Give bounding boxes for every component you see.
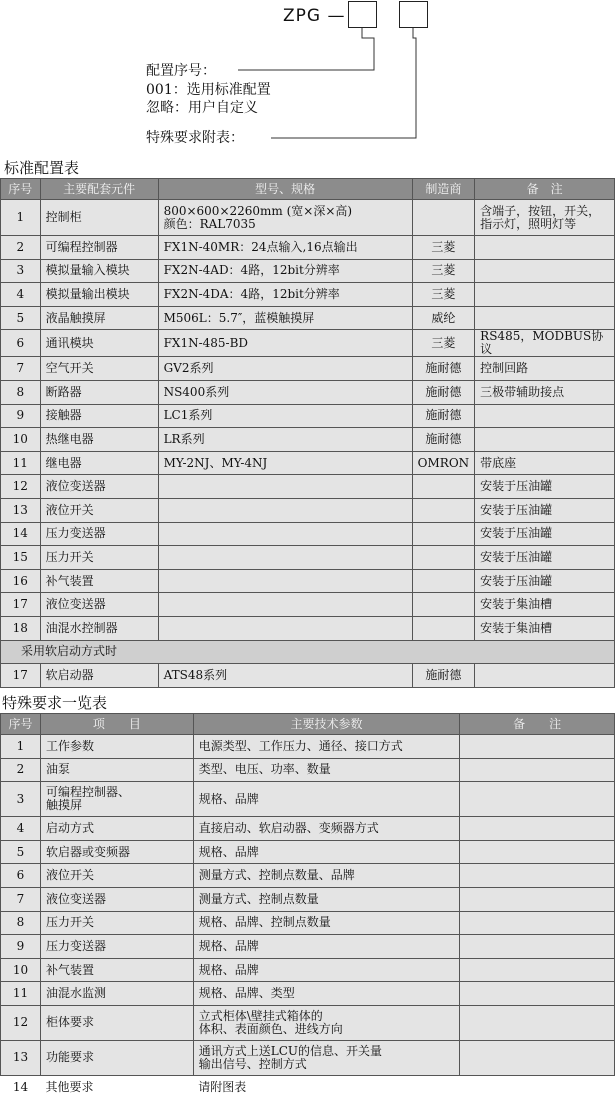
row-item: 软启器或变频器 — [40, 840, 193, 864]
row-spec: ATS48系列 — [158, 664, 412, 688]
table-row — [1, 958, 615, 982]
table-row — [1, 864, 615, 888]
row-no: 13 — [1, 1040, 41, 1075]
table-header-row — [1, 179, 615, 200]
row-item: 液位变送器 — [40, 887, 193, 911]
table-row — [1, 498, 615, 522]
row-spec — [158, 498, 412, 522]
row-param: 类型、电压、功率、数量 — [193, 758, 459, 782]
row-param: 立式柜体\壁挂式箱体的 体积、表面颜色、进线方向 — [193, 1005, 459, 1040]
row-note — [475, 259, 615, 283]
row-spec: NS400系列 — [158, 380, 412, 404]
row-no: 16 — [1, 569, 41, 593]
row-item: 控制柜 — [40, 200, 158, 236]
row-maker — [412, 593, 475, 617]
standard-config-table — [0, 178, 615, 688]
config-option-custom: 忽略：用户自定义 — [146, 100, 258, 116]
table-row — [1, 840, 615, 864]
row-note — [475, 236, 615, 260]
row-item: 断路器 — [40, 380, 158, 404]
table-row — [1, 664, 615, 688]
row-no: 11 — [1, 982, 41, 1006]
row-note: 安装于集油槽 — [475, 593, 615, 617]
special-req-label: 特殊要求附表： — [146, 130, 244, 146]
row-param: 规格、品牌 — [193, 935, 459, 959]
table-row — [1, 1075, 615, 1099]
row-item: 液位开关 — [40, 498, 158, 522]
row-spec: FX2N-4AD：4路，12bit分辨率 — [158, 259, 412, 283]
row-spec: 800×600×2260mm (宽×深×高) 颜色：RAL7035 — [158, 200, 412, 236]
table-row — [1, 782, 615, 817]
row-no: 9 — [1, 935, 41, 959]
table-row — [1, 817, 615, 841]
row-no: 3 — [1, 782, 41, 817]
row-item: 液位变送器 — [40, 475, 158, 499]
row-item: 启动方式 — [40, 817, 193, 841]
row-note: 安装于压油罐 — [475, 498, 615, 522]
row-item: 液位开关 — [40, 864, 193, 888]
row-no: 2 — [1, 758, 41, 782]
row-maker: 施耐德 — [412, 380, 475, 404]
row-spec: MY-2NJ、MY-4NJ — [158, 451, 412, 475]
soft-start-subheader-row — [1, 640, 615, 664]
table-row — [1, 283, 615, 307]
row-maker: 施耐德 — [412, 428, 475, 452]
row-maker — [412, 522, 475, 546]
row-item: 可编程控制器、 触摸屏 — [40, 782, 193, 817]
row-no: 2 — [1, 236, 41, 260]
table-row — [1, 887, 615, 911]
table-row — [1, 758, 615, 782]
row-item: 液晶触摸屏 — [40, 306, 158, 330]
row-item: 油混水监测 — [40, 982, 193, 1006]
row-item: 柜体要求 — [40, 1005, 193, 1040]
row-no: 17 — [1, 593, 41, 617]
table-row — [1, 259, 615, 283]
table-row — [1, 451, 615, 475]
row-no: 14 — [1, 1075, 41, 1099]
row-note — [475, 283, 615, 307]
row-note — [460, 840, 615, 864]
row-param: 请附图表 — [193, 1075, 459, 1099]
row-spec: LC1系列 — [158, 404, 412, 428]
row-note: 含端子，按钮，开关，指示灯，照明灯等 — [475, 200, 615, 236]
row-note: 三极带辅助接点 — [475, 380, 615, 404]
row-note — [460, 782, 615, 817]
row-item: 压力变送器 — [40, 522, 158, 546]
row-maker — [412, 569, 475, 593]
row-param: 测量方式、控制点数量 — [193, 887, 459, 911]
table-row — [1, 735, 615, 759]
row-maker: 三菱 — [412, 330, 475, 357]
row-no: 6 — [1, 330, 41, 357]
row-no: 12 — [1, 475, 41, 499]
row-spec: M506L：5.7″，蓝模触摸屏 — [158, 306, 412, 330]
row-note: 安装于压油罐 — [475, 522, 615, 546]
row-note — [460, 958, 615, 982]
row-spec: FX1N-485-BD — [158, 330, 412, 357]
row-no: 18 — [1, 616, 41, 640]
col-header-item: 主要配套元件 — [40, 179, 158, 200]
table-row — [1, 475, 615, 499]
row-item: 压力开关 — [40, 546, 158, 570]
row-note: 安装于压油罐 — [475, 569, 615, 593]
row-no: 5 — [1, 840, 41, 864]
row-item: 功能要求 — [40, 1040, 193, 1075]
table-row — [1, 200, 615, 236]
row-no: 13 — [1, 498, 41, 522]
row-item: 模拟量输入模块 — [40, 259, 158, 283]
row-note — [460, 735, 615, 759]
row-no: 7 — [1, 887, 41, 911]
row-maker — [412, 546, 475, 570]
col-header-param: 主要技术参数 — [193, 714, 459, 735]
row-no: 14 — [1, 522, 41, 546]
row-no: 9 — [1, 404, 41, 428]
table-header-row — [1, 714, 615, 735]
table-row — [1, 982, 615, 1006]
row-no: 4 — [1, 283, 41, 307]
row-no: 17 — [1, 664, 41, 688]
table-row — [1, 935, 615, 959]
row-maker: 施耐德 — [412, 357, 475, 381]
standard-table-title: 标准配置表 — [4, 159, 80, 177]
row-item: 可编程控制器 — [40, 236, 158, 260]
row-note — [460, 982, 615, 1006]
row-item: 液位变送器 — [40, 593, 158, 617]
row-no: 10 — [1, 428, 41, 452]
row-no: 1 — [1, 200, 41, 236]
row-note: 带底座 — [475, 451, 615, 475]
col-header-no: 序号 — [1, 179, 41, 200]
row-note: RS485，MODBUS协议 — [475, 330, 615, 357]
table-row — [1, 911, 615, 935]
row-item: 接触器 — [40, 404, 158, 428]
col-header-spec: 型号、规格 — [158, 179, 412, 200]
row-spec: GV2系列 — [158, 357, 412, 381]
table-row — [1, 428, 615, 452]
row-note — [460, 817, 615, 841]
config-option-standard: 001：选用标准配置 — [146, 82, 271, 98]
row-note — [460, 911, 615, 935]
row-item: 热继电器 — [40, 428, 158, 452]
soft-start-subheader: 采用软启动方式时 — [1, 640, 615, 664]
table-row — [1, 306, 615, 330]
row-item: 空气开关 — [40, 357, 158, 381]
row-spec: FX1N-40MR：24点输入,16点输出 — [158, 236, 412, 260]
col-header-maker: 制造商 — [412, 179, 475, 200]
row-note — [460, 935, 615, 959]
row-no: 12 — [1, 1005, 41, 1040]
table-row — [1, 404, 615, 428]
row-no: 1 — [1, 735, 41, 759]
row-note — [475, 306, 615, 330]
model-code-prefix: ZPG — — [283, 6, 346, 26]
table-row — [1, 380, 615, 404]
row-spec — [158, 616, 412, 640]
row-note: 控制回路 — [475, 357, 615, 381]
row-no: 15 — [1, 546, 41, 570]
row-maker — [412, 200, 475, 236]
row-maker: 三菱 — [412, 236, 475, 260]
col-header-note: 备 注 — [460, 714, 615, 735]
row-note — [460, 887, 615, 911]
row-maker: 施耐德 — [412, 404, 475, 428]
row-note — [460, 1040, 615, 1075]
row-no: 6 — [1, 864, 41, 888]
row-no: 3 — [1, 259, 41, 283]
table-row — [1, 593, 615, 617]
col-header-no: 序号 — [1, 714, 41, 735]
config-no-label: 配置序号： — [146, 63, 216, 79]
row-note — [475, 664, 615, 688]
table-row — [1, 1005, 615, 1040]
row-maker — [412, 498, 475, 522]
row-spec — [158, 546, 412, 570]
row-spec: LR系列 — [158, 428, 412, 452]
row-item: 软启动器 — [40, 664, 158, 688]
row-note — [460, 758, 615, 782]
row-item: 模拟量输出模块 — [40, 283, 158, 307]
row-item: 压力变送器 — [40, 935, 193, 959]
row-item: 其他要求 — [40, 1075, 193, 1099]
col-header-item: 项 目 — [40, 714, 193, 735]
row-item: 压力开关 — [40, 911, 193, 935]
row-item: 油混水控制器 — [40, 616, 158, 640]
table-row — [1, 236, 615, 260]
row-param: 直接启动、软启动器、变频器方式 — [193, 817, 459, 841]
row-spec — [158, 522, 412, 546]
row-param: 规格、品牌、控制点数量 — [193, 911, 459, 935]
row-maker: 施耐德 — [412, 664, 475, 688]
row-maker: 威纶 — [412, 306, 475, 330]
table-row — [1, 1040, 615, 1075]
row-param: 电源类型、工作压力、通径、接口方式 — [193, 735, 459, 759]
leader-lines — [0, 0, 615, 160]
row-item: 补气装置 — [40, 569, 158, 593]
table-row — [1, 357, 615, 381]
row-param: 通讯方式上送LCU的信息、开关量 输出信号、控制方式 — [193, 1040, 459, 1075]
col-header-note: 备 注 — [475, 179, 615, 200]
row-maker: 三菱 — [412, 283, 475, 307]
row-no: 7 — [1, 357, 41, 381]
row-item: 继电器 — [40, 451, 158, 475]
row-note — [460, 864, 615, 888]
row-maker — [412, 475, 475, 499]
row-param: 规格、品牌、类型 — [193, 982, 459, 1006]
table-row — [1, 546, 615, 570]
row-spec — [158, 569, 412, 593]
row-spec: FX2N-4DA：4路，12bit分辨率 — [158, 283, 412, 307]
table-row — [1, 616, 615, 640]
row-item: 补气装置 — [40, 958, 193, 982]
row-note — [475, 428, 615, 452]
row-maker — [412, 616, 475, 640]
row-no: 10 — [1, 958, 41, 982]
row-note — [460, 1075, 615, 1099]
table-row — [1, 569, 615, 593]
row-note: 安装于压油罐 — [475, 475, 615, 499]
row-item: 工作参数 — [40, 735, 193, 759]
row-note: 安装于集油槽 — [475, 616, 615, 640]
row-no: 8 — [1, 911, 41, 935]
row-no: 11 — [1, 451, 41, 475]
row-no: 4 — [1, 817, 41, 841]
row-note — [475, 404, 615, 428]
row-no: 5 — [1, 306, 41, 330]
row-no: 8 — [1, 380, 41, 404]
row-param: 规格、品牌 — [193, 840, 459, 864]
row-maker: OMRON — [412, 451, 475, 475]
row-note — [460, 1005, 615, 1040]
table-row — [1, 330, 615, 357]
row-item: 通讯模块 — [40, 330, 158, 357]
row-note: 安装于压油罐 — [475, 546, 615, 570]
row-param: 规格、品牌 — [193, 958, 459, 982]
row-param: 规格、品牌 — [193, 782, 459, 817]
row-spec — [158, 475, 412, 499]
row-spec — [158, 593, 412, 617]
special-table-title: 特殊要求一览表 — [2, 694, 108, 712]
special-requirements-table — [0, 713, 615, 1099]
table-row — [1, 522, 615, 546]
row-item: 油泵 — [40, 758, 193, 782]
row-param: 测量方式、控制点数量、品牌 — [193, 864, 459, 888]
row-maker: 三菱 — [412, 259, 475, 283]
